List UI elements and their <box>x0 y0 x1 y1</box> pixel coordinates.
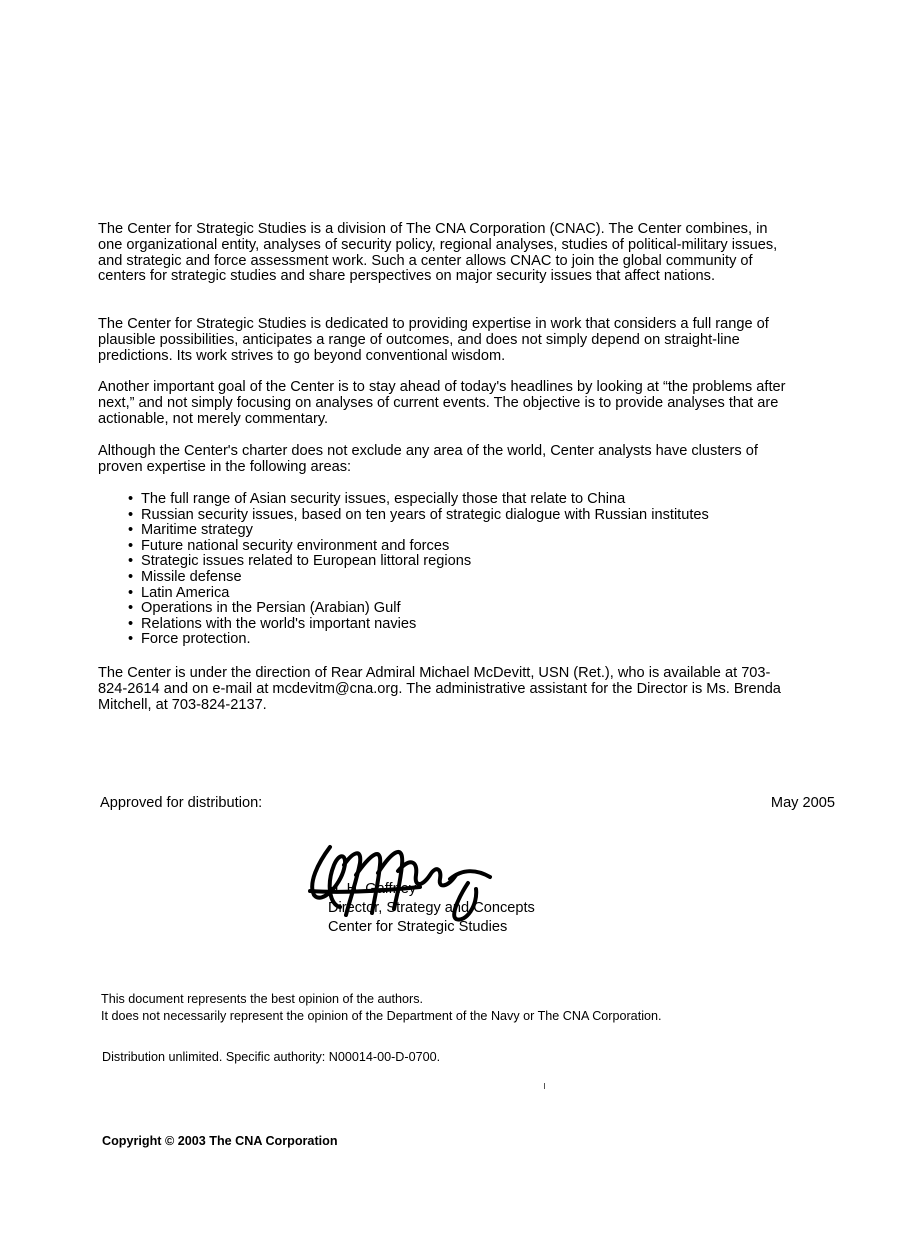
list-item: • Operations in the Persian (Arabian) Gulf <box>128 601 709 617</box>
approval-date: May 2005 <box>770 795 835 811</box>
expertise-paragraph: The Center for Strategic Studies is dedicated to providing expertise in work that considers a full range of plausible possibilities, anticipates a range of outcomes, and does not simply depend on straight-line predictions. Its work strives to go beyond conventional wisdom. <box>98 316 769 364</box>
signer-name: H. H. Gaffney <box>328 881 417 897</box>
goal-paragraph: Another important goal of the Center is to stay ahead of today's headlines by looking at “the problems after next,” and not simply focusing on analyses of current events. The objective is to provide analyses that are actionable, not merely commentary. <box>98 379 786 427</box>
copyright-notice: Copyright © 2003 The CNA Corporation <box>102 1134 338 1148</box>
handwritten-signature <box>300 835 500 927</box>
disclaimer-line-1: This document represents the best opinion of the authors. <box>101 992 424 1006</box>
list-item: • Strategic issues related to European littoral regions <box>128 554 709 570</box>
areas-intro-paragraph: Although the Center's charter does not exclude any area of the world, Center analysts have clusters of proven expertise in the following areas: <box>98 443 758 475</box>
signer-title: Director, Strategy and Concepts <box>328 900 535 916</box>
expertise-list <box>128 492 709 648</box>
list-item: • Future national security environment and forces <box>128 539 709 555</box>
list-item: • Force protection. <box>128 632 709 648</box>
list-item: • Missile defense <box>128 570 709 586</box>
list-item: • Russian security issues, based on ten years of strategic dialogue with Russian institutes <box>128 508 709 524</box>
list-item: • Relations with the world's important navies <box>128 617 709 633</box>
signer-organization: Center for Strategic Studies <box>328 919 508 935</box>
intro-paragraph: The Center for Strategic Studies is a division of The CNA Corporation (CNAC). The Center combines, in one organizational entity, analyses of security policy, regional analyses, studies of political-military issues, and strategic and force assessment work. Such a center allows CNAC to join the global community of centers for strategic studies and share perspectives on major security issues that affect nations. <box>98 221 778 285</box>
scan-speck <box>544 1083 545 1089</box>
disclaimer <box>101 991 662 1024</box>
list-item: • Maritime strategy <box>128 523 709 539</box>
director-paragraph: The Center is under the direction of Rear Admiral Michael McDevitt, USN (Ret.), who is available at 703-824-2614 and on e-mail at mcdevitm@cna.org. The administrative assistant for the Director is Ms. Brenda Mitchell, at 703-824-2137. <box>98 665 781 713</box>
list-item: • Latin America <box>128 586 709 602</box>
list-item: • The full range of Asian security issues, especially those that relate to China <box>128 492 709 508</box>
distribution-statement: Distribution unlimited. Specific authority: N00014-00-D-0700. <box>102 1050 441 1064</box>
approval-label: Approved for distribution: <box>100 795 263 811</box>
disclaimer-line-2: It does not necessarily represent the opinion of the Department of the Navy or The CNA Corporation. <box>101 1008 662 1023</box>
